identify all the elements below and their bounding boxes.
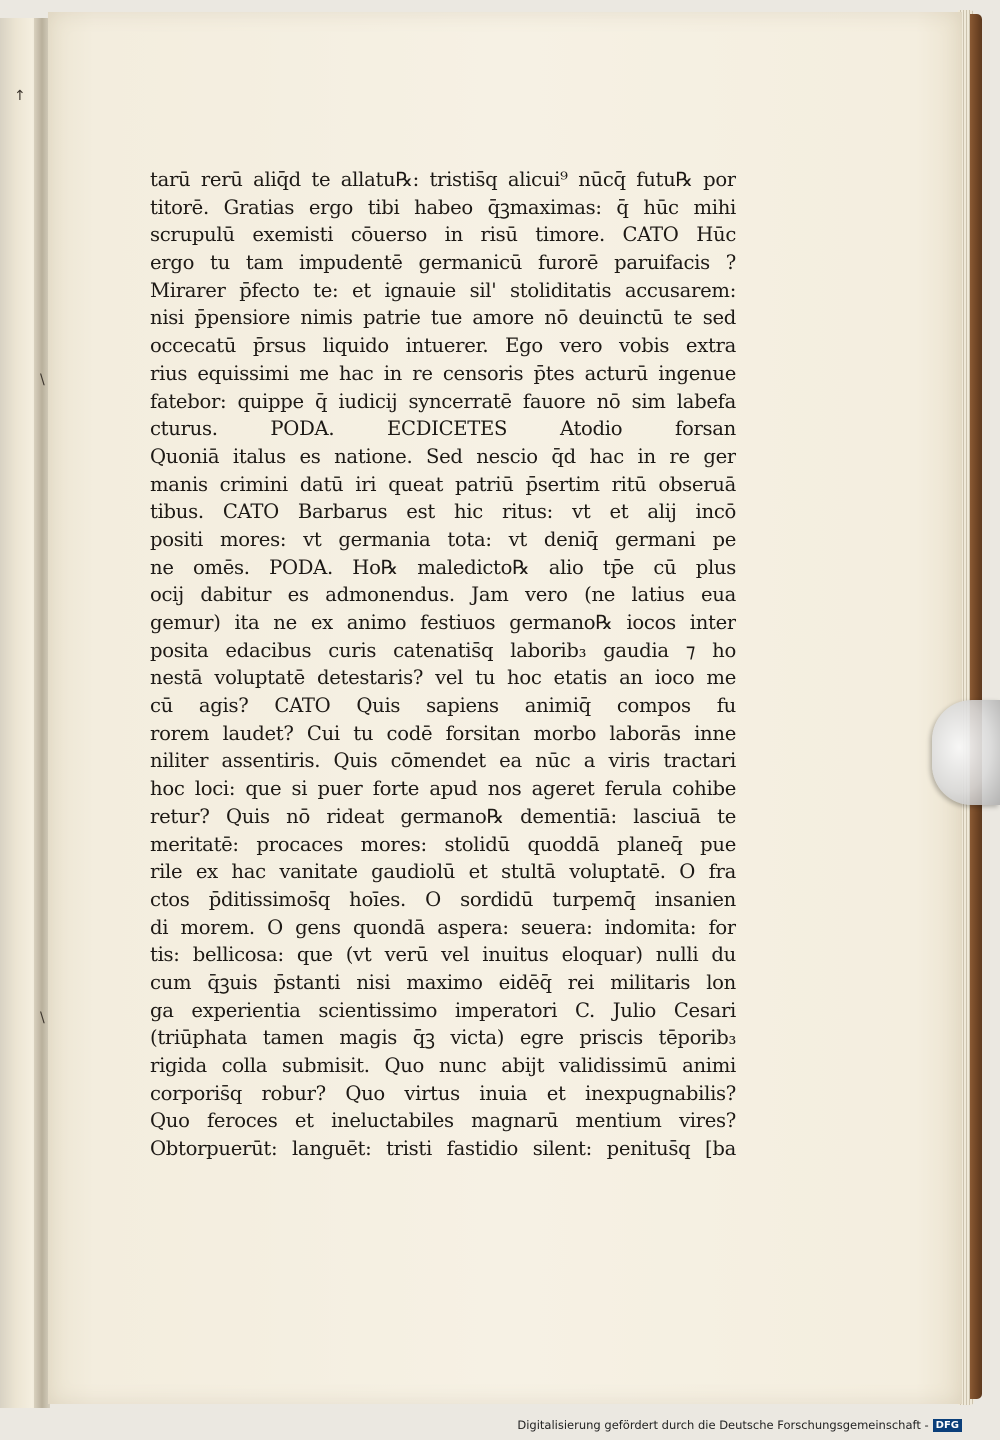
margin-tick: \ [40,372,45,388]
dfg-logo: DFG [933,1419,962,1432]
text-line: cturus. PODA. ECDICETES Atodio forsan [150,417,736,441]
text-line: Mirarer p̄fecto te: et ignauie sil' stoliditatis accusarem: [150,278,736,302]
text-line: ergo tu tam impudentē germanicū furorē paruifacis ? [150,251,736,275]
text-line: tarū rerū aliq̄d te allatu℞: tristis̄q alicui⁹ nūcq̄ futu℞ por [150,168,736,191]
text-line: rile ex hac vanitate gaudiolū et stultā voluptatē. O fra [150,860,736,884]
text-line: cum q̄ꝫuis p̄stanti nisi maximo eidēq̄ rei militaris lon [150,970,736,994]
text-line: ga experientia scientissimo imperatori C. Julio Cesari [150,998,736,1022]
text-line: cū agis? CATO Quis sapiens animiq̄ compos fu [150,694,736,718]
printed-text [150,166,736,1163]
text-line: positi mores: vt germania tota: vt deniq̄ germani pe [150,527,736,551]
text-line: gemur) ita ne ex animo festiuos germano℞ iocos inter [150,611,736,634]
digitization-credit [517,1418,962,1432]
page-clip [932,700,1000,805]
text-line: rigida colla submisit. Quo nunc abijt validissimū animi [150,1054,736,1077]
text-line: meritatē: procaces mores: stolidū quoddā planeq̄ pue [150,832,736,856]
credit-text: Digitalisierung gefördert durch die Deutsche Forschungsgemeinschaft - [517,1418,929,1432]
text-line: Quo feroces et ineluctabiles magnarū mentium vires? [150,1109,736,1133]
text-line: occecatū p̄rsus liquido intuerer. Ego vero vobis extra [150,334,736,358]
text-line: tis: bellicosa: que (vt verū vel inuitus eloquar) nulli du [150,943,736,967]
text-line: nisi p̄pensiore nimis patrie tue amore nō deuinctū te sed [150,306,736,330]
text-line: ne omēs. PODA. Ho℞ maledicto℞ alio tp̄e cū plus [150,555,736,579]
text-line: ctos p̄ditissimos̄q hoīes. O sordidū turpemq̄ insanien [150,887,736,911]
text-line: posita edacibus curis catenatis̄q laborib₃ gaudia ⁊ ho [150,638,736,662]
text-line: Quoniā italus es natione. Sed nescio q̄d hac in re ger [150,444,736,468]
text-line: fatebor: quippe q̄ iudicij syncerratē fauore nō sim labefa [150,389,736,413]
text-line: titorē. Gratias ergo tibi habeo q̄ꝫmaximas: q̄ hūc mihi [150,195,736,219]
text-line: niliter assentiris. Quis cōmendet ea nūc a viris tractari [150,749,736,773]
text-line: scrupulū exemisti cōuerso in risū timore. CATO Hūc [150,223,736,247]
text-line: rorem laudet? Cui tu codē forsitan morbo laborās inne [150,721,736,745]
text-line: ocij dabitur es admonendus. Jam vero (ne latius eua [150,583,736,607]
text-line: Obtorpuerūt: languēt: tristi fastidio silent: penitus̄q [ba [150,1137,736,1161]
text-line: nestā voluptatē detestaris? vel tu hoc etatis an ioco me [150,666,736,690]
text-line: retur? Quis nō rideat germano℞ dementiā: lasciuā te [150,804,736,828]
margin-mark: ↑ [14,88,26,104]
text-line: di morem. O gens quondā aspera: seuera: indomita: for [150,915,736,939]
text-line: hoc loci: que si puer forte apud nos ageret ferula cohibe [150,777,736,801]
text-line: tibus. CATO Barbarus est hic ritus: vt et alij incō [150,500,736,524]
margin-tick: \ [40,1010,45,1026]
text-line: (triūphata tamen magis q̄ꝫ victa) egre priscis tēporib₃ [150,1026,736,1050]
text-line: corporis̄q robur? Quo virtus inuia et inexpugnabilis? [150,1081,736,1105]
text-line: rius equissimi me hac in re censoris p̄tes acturū ingenue [150,361,736,385]
text-line: manis crimini datū iri queat patriū p̄sertim ritū obseruā [150,472,736,496]
